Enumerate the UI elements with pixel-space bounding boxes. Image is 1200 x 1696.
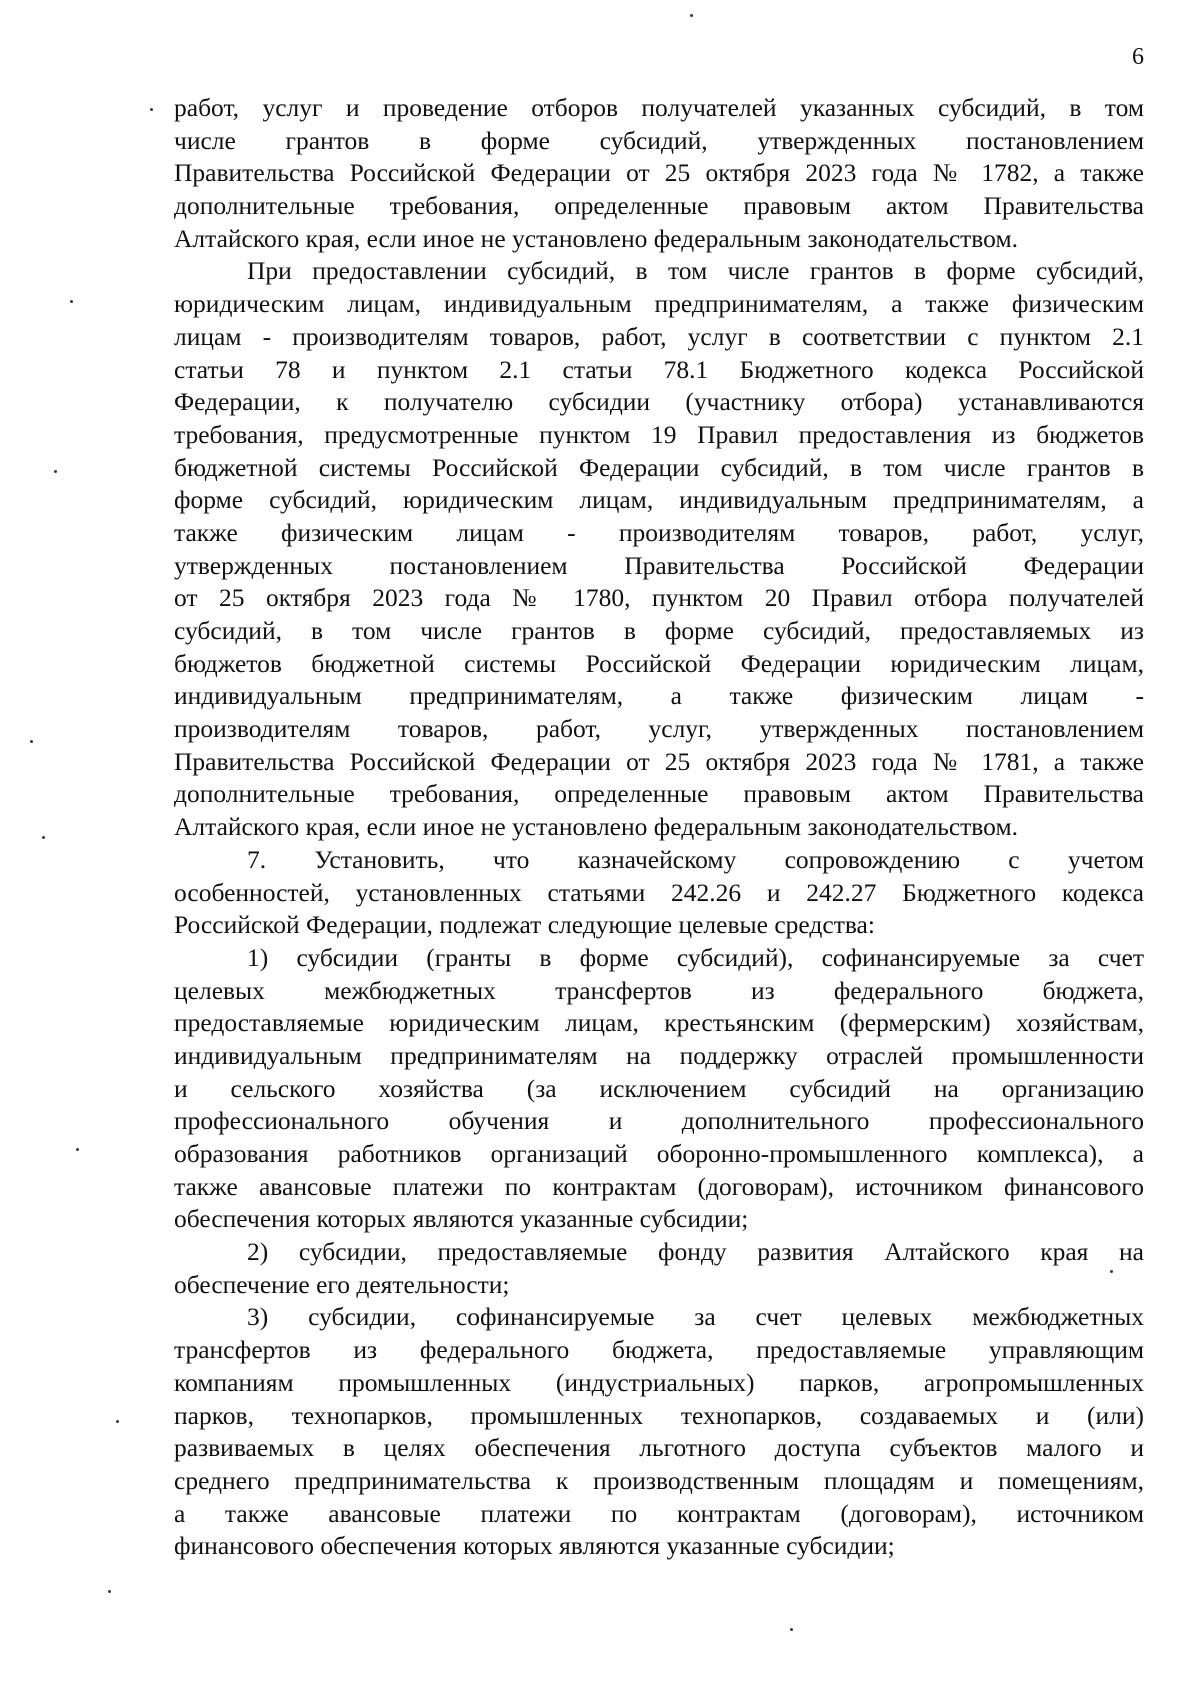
scan-speck bbox=[30, 740, 33, 743]
text-line: лицам - производителям товаров, работ, услуг в соответствии с пунктом 2.1 bbox=[174, 321, 1144, 351]
paragraph bbox=[174, 942, 1144, 1236]
text-line: также физическим лицам - производителям товаров, работ, услуг, bbox=[174, 517, 1144, 547]
paragraph bbox=[174, 844, 1144, 942]
text-line: юридическим лицам, индивидуальным предпринимателям, а также физическим bbox=[174, 289, 1144, 319]
scan-speck bbox=[790, 1628, 793, 1631]
scan-speck bbox=[108, 1590, 111, 1593]
text-line: субсидий, в том числе грантов в форме субсидий, предоставляемых из bbox=[174, 616, 1144, 645]
scan-speck bbox=[76, 1148, 79, 1151]
text-line: индивидуальным предпринимателям на поддержку отраслей промышленности bbox=[174, 1040, 1144, 1070]
text-line: Правительства Российской Федерации от 25 октября 2023 года № 1781, а также bbox=[174, 746, 1144, 776]
text-line: а также авансовые платежи по контрактам (договорам), источником bbox=[174, 1498, 1144, 1528]
paragraph bbox=[174, 1301, 1144, 1563]
scan-speck bbox=[150, 108, 153, 111]
text-line: целевых межбюджетных трансфертов из федерального бюджета, bbox=[174, 975, 1144, 1005]
text-line: бюджетов бюджетной системы Российской Федерации юридическим лицам, bbox=[174, 648, 1144, 678]
scan-speck bbox=[42, 836, 45, 839]
paragraph bbox=[174, 255, 1144, 843]
text-line: образования работников организаций оборонно-промышленного комплекса), а bbox=[174, 1139, 1144, 1168]
scan-speck bbox=[54, 470, 57, 473]
text-line: предоставляемые юридическим лицам, крестьянским (фермерским) хозяйствам, bbox=[174, 1008, 1144, 1038]
scan-speck bbox=[1110, 1270, 1113, 1273]
text-line: Российской Федерации, подлежат следующие целевые средства: bbox=[174, 910, 875, 940]
text-line: Алтайского края, если иное не установлено федеральным законодательством. bbox=[174, 812, 1018, 842]
text-line: статьи 78 и пунктом 2.1 статьи 78.1 Бюджетного кодекса Российской bbox=[174, 354, 1144, 384]
text-line: также авансовые платежи по контрактам (договорам), источником финансового bbox=[174, 1171, 1144, 1201]
document-body bbox=[174, 92, 1144, 1563]
text-line: и сельского хозяйства (за исключением субсидий на организацию bbox=[174, 1073, 1144, 1103]
text-line: развиваемых в целях обеспечения льготного доступа субъектов малого и bbox=[174, 1433, 1144, 1463]
text-line: утвержденных постановлением Правительства Российской Федерации bbox=[174, 550, 1144, 580]
text-line: обеспечение его деятельности; bbox=[174, 1269, 510, 1299]
text-line: 7. Установить, что казначейскому сопровождению с учетом bbox=[247, 844, 1144, 874]
text-line: бюджетной системы Российской Федерации субсидий, в том числе грантов в bbox=[174, 452, 1144, 482]
page-number: 6 bbox=[1132, 44, 1144, 70]
text-line: парков, технопарков, промышленных технопарков, создаваемых и (или) bbox=[174, 1400, 1144, 1430]
text-line: Федерации, к получателю субсидии (участнику отбора) устанавливаются bbox=[174, 387, 1144, 417]
text-line: производителям товаров, работ, услуг, утвержденных постановлением bbox=[174, 714, 1144, 744]
text-line: работ, услуг и проведение отборов получателей указанных субсидий, в том bbox=[174, 93, 1144, 122]
text-line: финансового обеспечения которых являются указанные субсидии; bbox=[174, 1531, 895, 1561]
scan-speck bbox=[70, 300, 73, 303]
text-line: требования, предусмотренные пунктом 19 Правил предоставления из бюджетов bbox=[174, 419, 1144, 449]
text-line: обеспечения которых являются указанные субсидии; bbox=[174, 1204, 749, 1234]
text-line: Правительства Российской Федерации от 25 октября 2023 года № 1782, а также bbox=[174, 158, 1144, 188]
text-line: от 25 октября 2023 года № 1780, пунктом 20 Правил отбора получателей bbox=[174, 583, 1144, 613]
text-line: 3) субсидии, софинансируемые за счет целевых межбюджетных bbox=[247, 1302, 1144, 1332]
text-line: дополнительные требования, определенные правовым актом Правительства bbox=[174, 191, 1144, 221]
text-line: числе грантов в форме субсидий, утвержденных постановлением bbox=[174, 125, 1144, 155]
scan-speck bbox=[690, 14, 693, 17]
text-line: Алтайского края, если иное не установлено федеральным законодательством. bbox=[174, 223, 1018, 253]
text-line: индивидуальным предпринимателям, а также физическим лицам - bbox=[174, 681, 1144, 711]
text-line: форме субсидий, юридическим лицам, индивидуальным предпринимателям, а bbox=[174, 485, 1144, 515]
text-line: компаниям промышленных (индустриальных) парков, агропромышленных bbox=[174, 1367, 1144, 1397]
text-line: 1) субсидии (гранты в форме субсидий), софинансируемые за счет bbox=[247, 942, 1144, 972]
scan-speck bbox=[116, 1420, 119, 1423]
text-line: трансфертов из федерального бюджета, предоставляемые управляющим bbox=[174, 1335, 1144, 1365]
text-line: При предоставлении субсидий, в том числе грантов в форме субсидий, bbox=[247, 256, 1144, 286]
text-line: особенностей, установленных статьями 242.26 и 242.27 Бюджетного кодекса bbox=[174, 877, 1144, 907]
text-line: дополнительные требования, определенные правовым актом Правительства bbox=[174, 779, 1144, 809]
paragraph bbox=[174, 1236, 1144, 1301]
text-line: среднего предпринимательства к производственным площадям и помещениям, bbox=[174, 1465, 1144, 1495]
paragraph bbox=[174, 92, 1144, 255]
text-line: 2) субсидии, предоставляемые фонду развития Алтайского края на bbox=[247, 1237, 1144, 1267]
text-line: профессионального обучения и дополнительного профессионального bbox=[174, 1106, 1144, 1136]
